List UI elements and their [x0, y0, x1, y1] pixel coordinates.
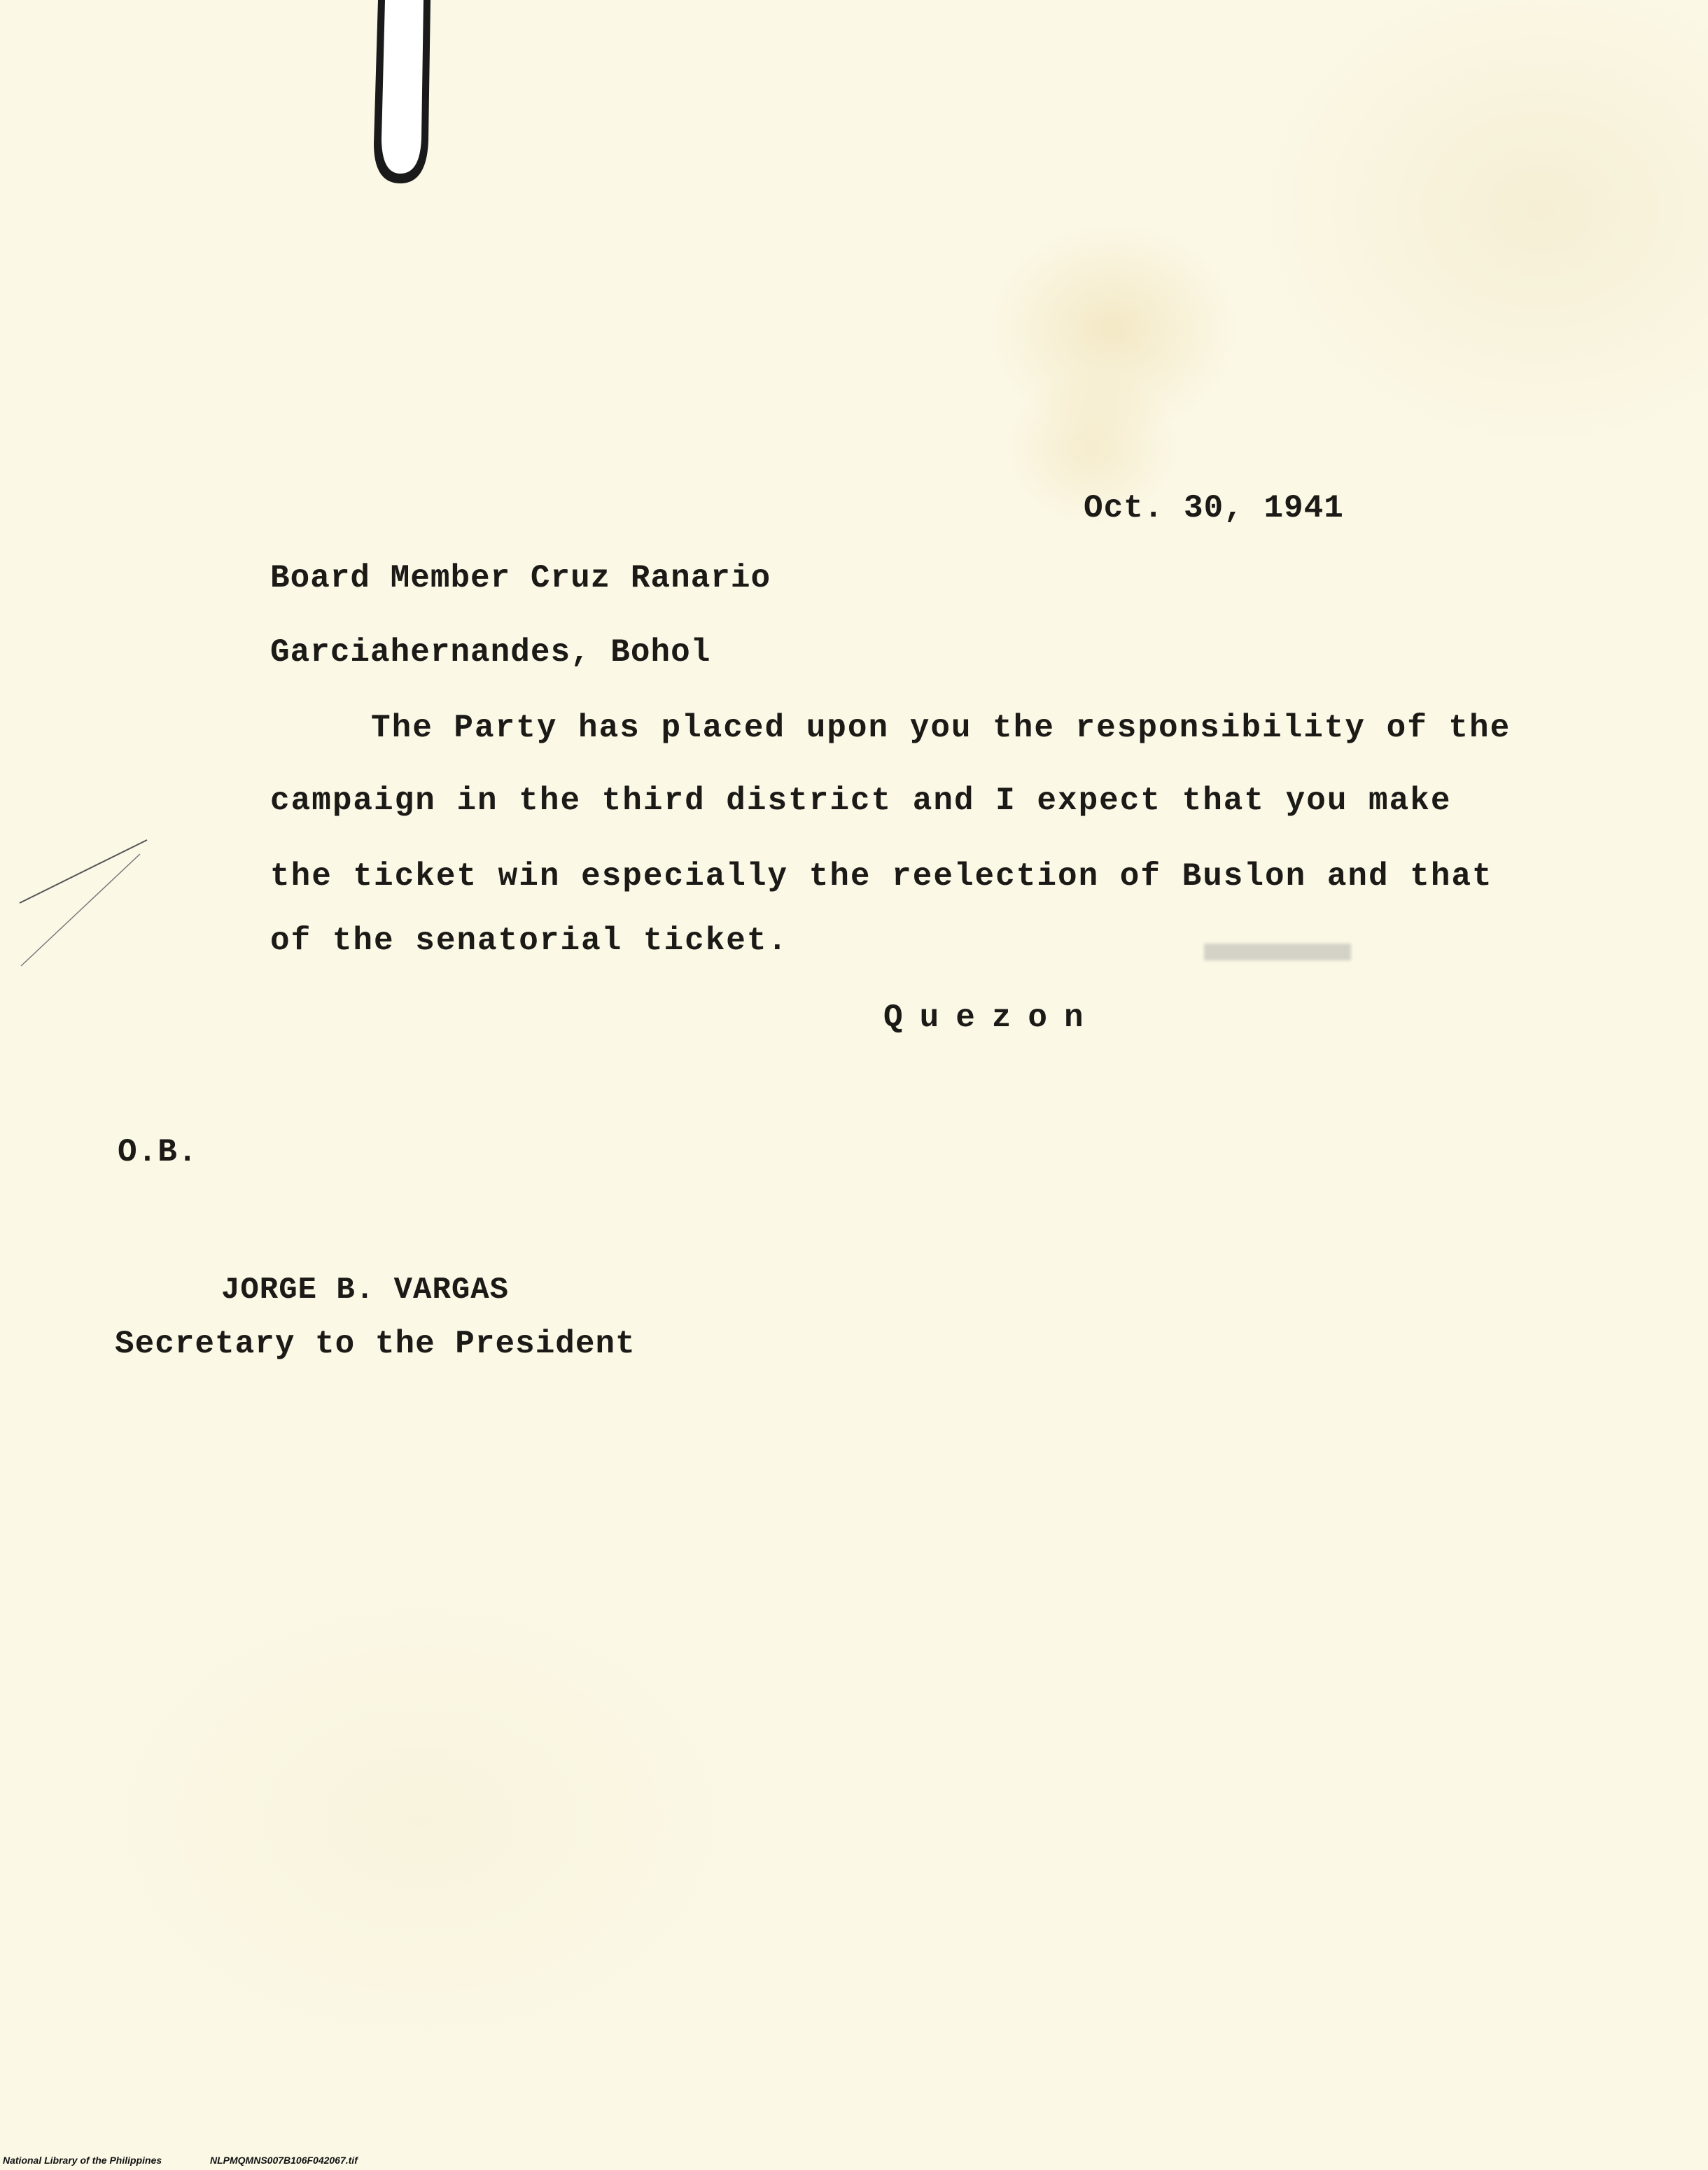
pencil-marks: [14, 826, 154, 973]
signer-title: Secretary to the President: [115, 1326, 636, 1362]
recipient-name: Board Member Cruz Ranario: [270, 560, 771, 596]
scan-footer: [0, 2149, 1708, 2170]
closing-signature: Quezon: [883, 1000, 1100, 1036]
body-line-1: The Party has placed upon you the responsibility of the: [371, 710, 1511, 746]
initials: O.B.: [118, 1134, 198, 1170]
punch-hole: [364, 0, 441, 189]
footer-library: National Library of the Philippines: [3, 2155, 162, 2166]
signer-name: JORGE B. VARGAS: [221, 1273, 510, 1308]
letter-date: Oct. 30, 1941: [1084, 490, 1344, 526]
body-line-4: of the senatorial ticket.: [270, 923, 789, 959]
smudge: [1204, 944, 1351, 960]
body-line-3: the ticket win especially the reelection of Buslon and that: [270, 858, 1493, 895]
footer-filename: NLPMQMNS007B106F042067.tif: [210, 2155, 358, 2166]
body-line-2: campaign in the third district and I expect that you make: [270, 783, 1452, 819]
recipient-place: Garciahernandes, Bohol: [270, 634, 711, 671]
